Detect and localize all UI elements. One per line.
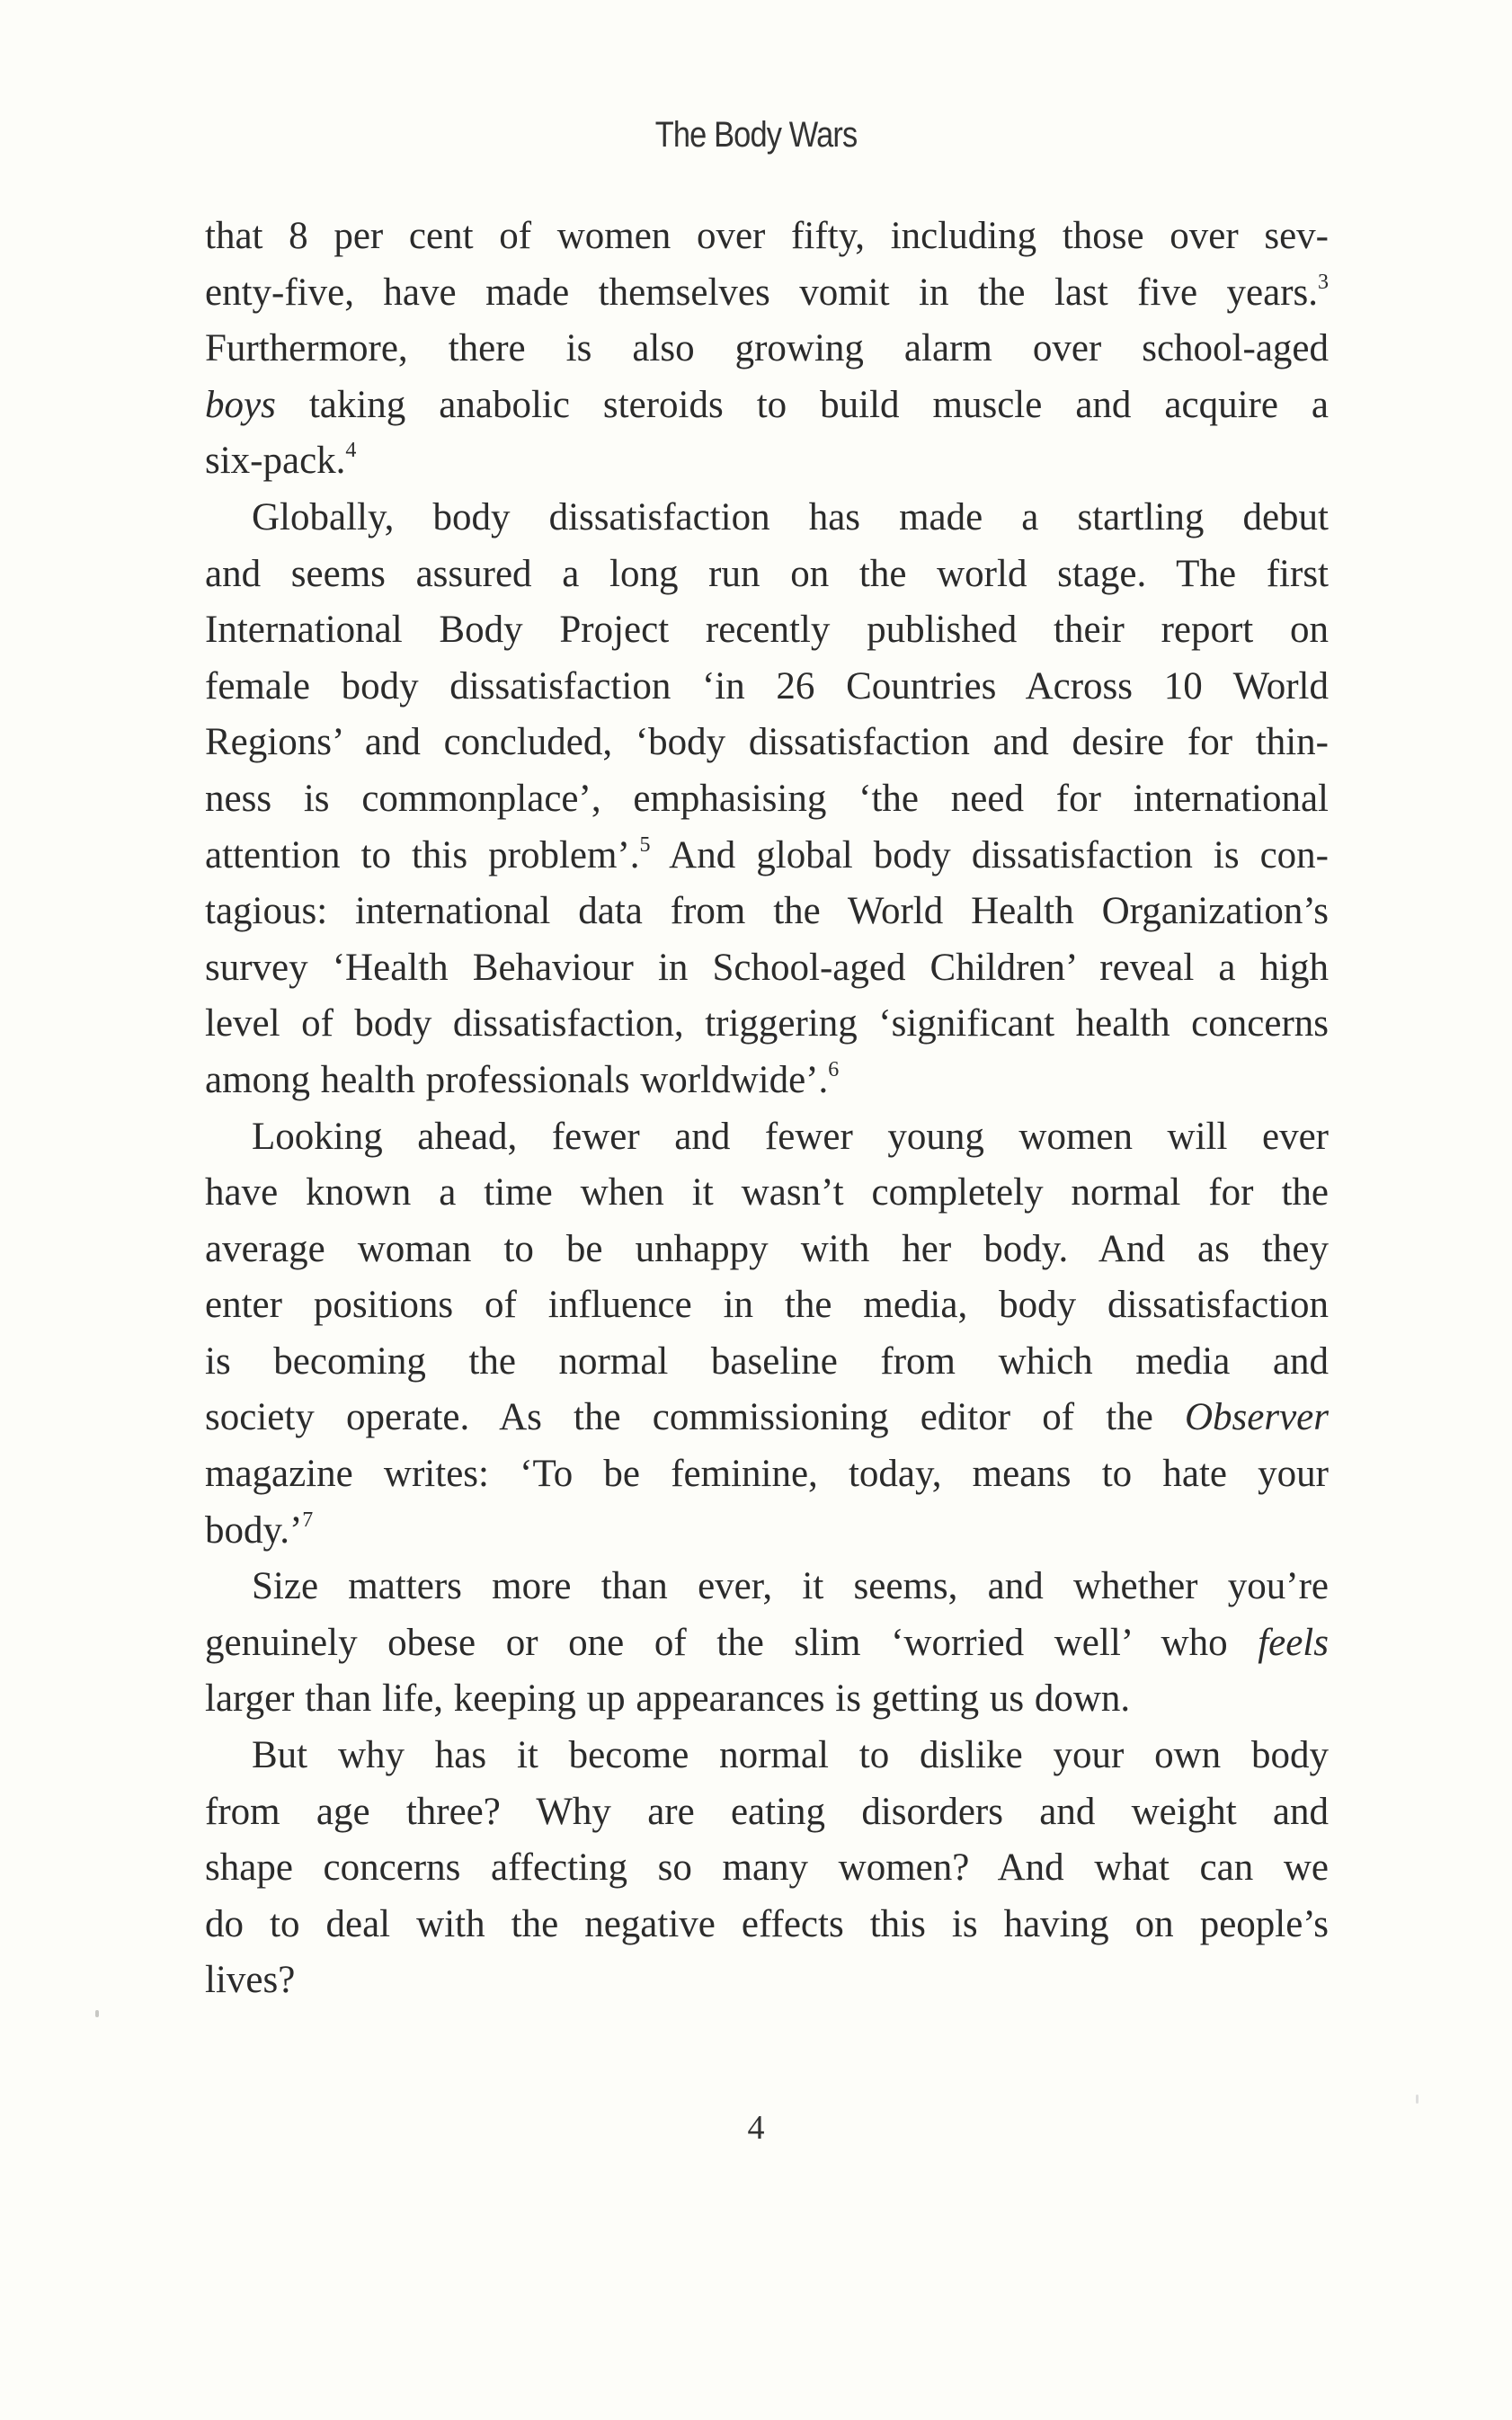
italic-text: boys [205,383,276,426]
text-line: attention to this problem’.$^5$ And global body dissatisfaction is con- [205,832,1329,876]
running-head: The Body Wars [654,115,858,155]
text-line: genuinely obese or one of the slim ‘worried well’ who feels [205,1621,1329,1664]
text-line: tagious: international data from the World Health Organization’s [205,890,1329,933]
text-line: that 8 per cent of women over fifty, including those over sev- [205,215,1329,257]
paragraph [205,490,1329,1109]
paragraph [205,1728,1329,2009]
scan-speck [1416,2095,1419,2104]
paragraph [205,209,1329,490]
text-line: Looking ahead, fewer and fewer young women will ever [252,1115,1329,1158]
text-line: from age three? Why are eating disorders and weight and [205,1790,1329,1833]
text-line: female body dissatisfaction ‘in 26 Countries Across 10 World [205,664,1329,707]
text-line: larger than life, keeping up appearances is getting us down. [205,1677,1131,1721]
text-line: enty-five, have made themselves vomit in the last five years.$^3$ [205,270,1329,314]
text-line: average woman to be unhappy with her body. And as they [205,1227,1329,1270]
text-line: society operate. As the commissioning editor of the Observer [205,1396,1329,1439]
text-line: magazine writes: ‘To be feminine, today, means to hate your [205,1453,1329,1496]
text-line: shape concerns affecting so many women? And what can we [205,1846,1329,1890]
italic-text: Observer [1184,1396,1329,1439]
text-line: level of body dissatisfaction, triggering ‘significant health concerns [205,1002,1329,1045]
text-line: have known a time when it wasn’t completely normal for the [205,1171,1329,1214]
text-line: enter positions of influence in the media, body dissatisfaction [205,1284,1329,1327]
text-line: survey ‘Health Behaviour in School-aged Children’ reveal a high [205,946,1329,989]
footnote-marker: 4 [345,439,357,463]
text-line: Furthermore, there is also growing alarm over school-aged [205,327,1329,370]
text-line: body.’$^7$ [205,1508,314,1552]
paragraph [205,1559,1329,1728]
paragraph [205,1109,1329,1560]
text-line: boys taking anabolic steroids to build muscle and acquire a [205,383,1329,426]
text-line: Regions’ and concluded, ‘body dissatisfaction and desire for thin- [205,721,1329,764]
page-number: 4 [747,2109,765,2147]
scan-speck [95,2010,99,2017]
text-line: do to deal with the negative effects this is having on people’s [205,1902,1329,1945]
text-line: Globally, body dissatisfaction has made a startling debut [252,495,1329,538]
text-line: lives? [205,1959,296,2002]
text-line: Size matters more than ever, it seems, and whether you’re [252,1565,1329,1608]
footnote-marker: 3 [1318,270,1329,294]
footnote-marker: 5 [639,832,651,857]
body-text [205,209,1329,2009]
text-line: six-pack.$^4$ [205,439,357,483]
text-line: International Body Project recently published their report on [205,609,1329,652]
text-line: and seems assured a long run on the world stage. The first [205,552,1329,595]
footnote-marker: 7 [302,1508,314,1532]
text-line: is becoming the normal baseline from which media and [205,1339,1329,1383]
text-line: among health professionals worldwide’.$^6$ [205,1057,840,1101]
text-line: ness is commonplace’, emphasising ‘the need for international [205,777,1329,820]
italic-text: feels [1258,1621,1329,1664]
footnote-marker: 6 [828,1057,840,1081]
text-line: But why has it become normal to dislike your own body [252,1734,1329,1777]
